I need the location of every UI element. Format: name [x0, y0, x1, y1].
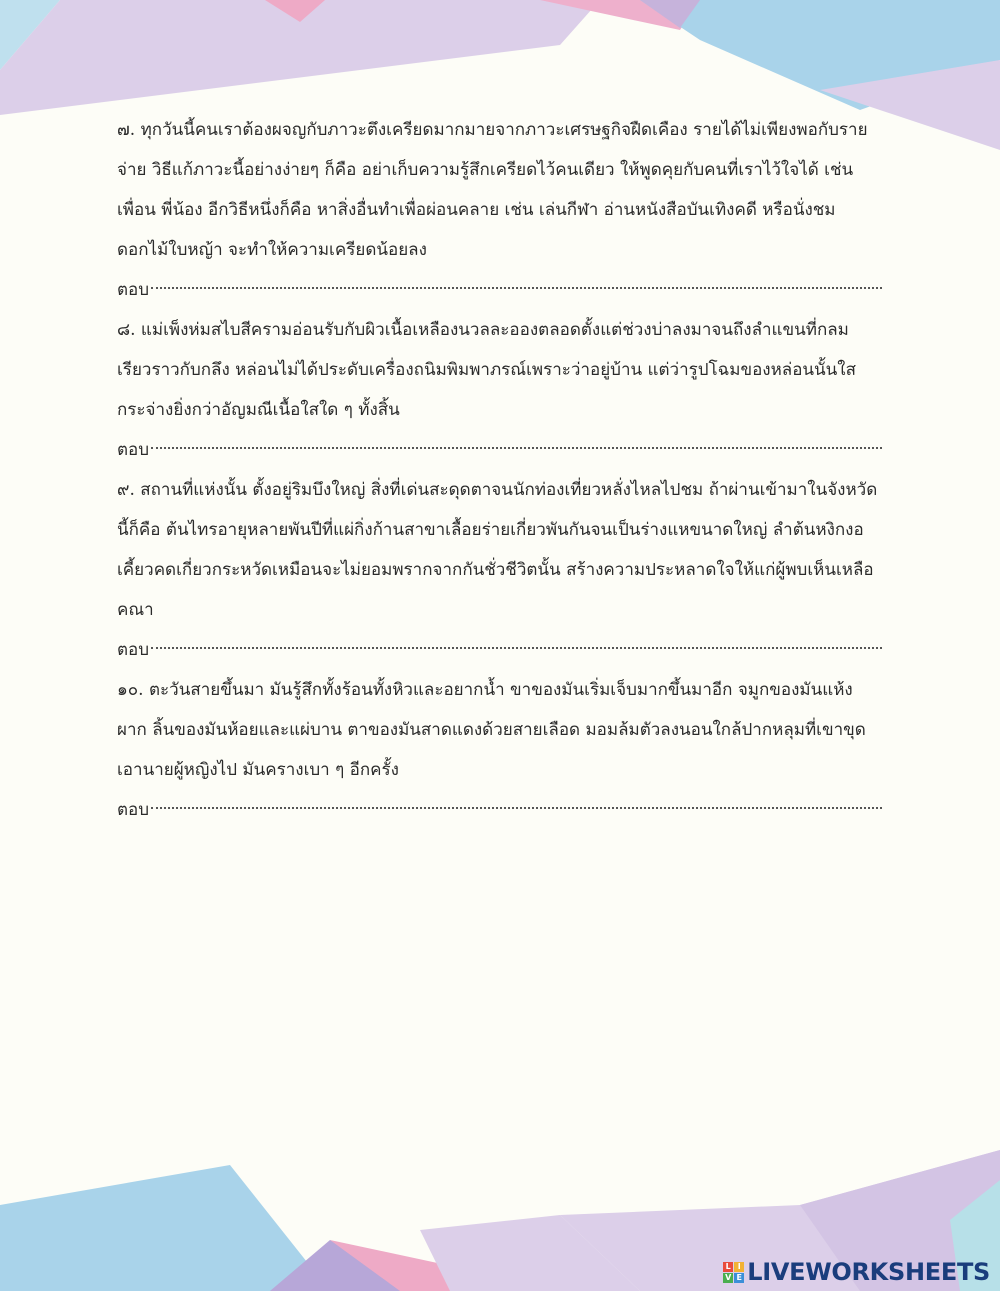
answer-line[interactable]	[117, 790, 882, 830]
question-9	[117, 470, 882, 670]
answer-line[interactable]	[117, 270, 882, 310]
logo-text: LIVEWORKSHEETS	[747, 1258, 990, 1286]
logo-letter-i: I	[734, 1262, 744, 1272]
logo-mark-icon	[723, 1262, 744, 1283]
bottom-left-blue-shape	[0, 1165, 330, 1291]
logo-letter-l: L	[723, 1262, 733, 1272]
answer-label: ตอบ	[117, 800, 150, 820]
logo-letter-v: V	[725, 1272, 732, 1282]
answer-label: ตอบ	[117, 440, 150, 460]
answer-dotted-line[interactable]	[151, 806, 882, 809]
question-text: ๘. แม่เพ็งห่มสไบสีครามอ่อนรับกับผิวเนื้อเหลืองนวลละอองตลอดตั้งแต่ช่วงบ่าลงมาจนถึงลำแขนที่กลมเรียวราวกับกลึง หล่อนไม่ได้ประดับเครื่องถนิมพิมพาภรณ์เพราะว่าอยู่บ้าน แต่ว่ารูปโฉมของหล่อนนั้นใสกระจ่างยิ่งกว่าอัญมณีเนื้อใสใด ๆ ทั้งสิ้น	[117, 320, 856, 420]
question-8	[117, 310, 882, 470]
worksheet-content	[117, 110, 882, 830]
question-7	[117, 110, 882, 310]
answer-line[interactable]	[117, 630, 882, 670]
answer-label: ตอบ	[117, 640, 150, 660]
answer-line[interactable]	[117, 430, 882, 470]
answer-dotted-line[interactable]	[151, 646, 882, 649]
answer-dotted-line[interactable]	[151, 446, 882, 449]
liveworksheets-logo[interactable]	[723, 1255, 990, 1289]
logo-letter-e: E	[734, 1273, 744, 1283]
question-10	[117, 670, 882, 830]
question-text: ๑๐. ตะวันสายขึ้นมา มันรู้สึกทั้งร้อนทั้งหิวและอยากน้ำ ขาของมันเริ่มเจ็บมากขึ้นมาอีก จมูกของมันแห้งผาก ลิ้นของมันห้อยและแผ่บาน ตาของมันสาดแดงด้วยสายเลือด มอมล้มตัวลงนอนใกล้ปากหลุมที่เขาขุดเอานายผู้หญิงไป มันครางเบา ๆ อีกครั้ง	[117, 680, 866, 780]
question-text: ๗. ทุกวันนี้คนเราต้องผจญกับภาวะตึงเครียดมากมายจากภาวะเศรษฐกิจฝืดเคือง รายได้ไม่เพียงพอกับรายจ่าย วิธีแก้ภาวะนี้อย่างง่ายๆ ก็คือ อย่าเก็บความรู้สึกเครียดไว้คนเดียว ให้พูดคุยกับคนที่เราไว้ใจได้ เช่น เพื่อน พี่น้อง อีกวิธีหนึ่งก็คือ หาสิ่งอื่นทำเพื่อผ่อนคลาย เช่น เล่นกีฬา อ่านหนังสือบันเทิงคดี หรือนั่งชมดอกไม้ใบหญ้า จะทำให้ความเครียดน้อยลง	[117, 120, 868, 260]
question-text: ๙. สถานที่แห่งนั้น ตั้งอยู่ริมบึงใหญ่ สิ่งที่เด่นสะดุดตาจนนักท่องเที่ยวหลั่งไหลไปชม ถ้าผ่านเข้ามาในจังหวัดนี้ก็คือ ต้นไทรอายุหลายพันปีที่แผ่กิ่งก้านสาขาเลื้อยร่ายเกี่ยวพันกันจนเป็นร่างแหขนาดใหญ่ ลำต้นหงิกงอเคี้ยวคดเกี่ยวกระหวัดเหมือนจะไม่ยอมพรากจากกันชั่วชีวิตนั้น สร้างความประหลาดใจให้แก่ผู้พบเห็นเหลือคณา	[117, 480, 878, 620]
answer-label: ตอบ	[117, 280, 150, 300]
answer-dotted-line[interactable]	[151, 286, 882, 289]
